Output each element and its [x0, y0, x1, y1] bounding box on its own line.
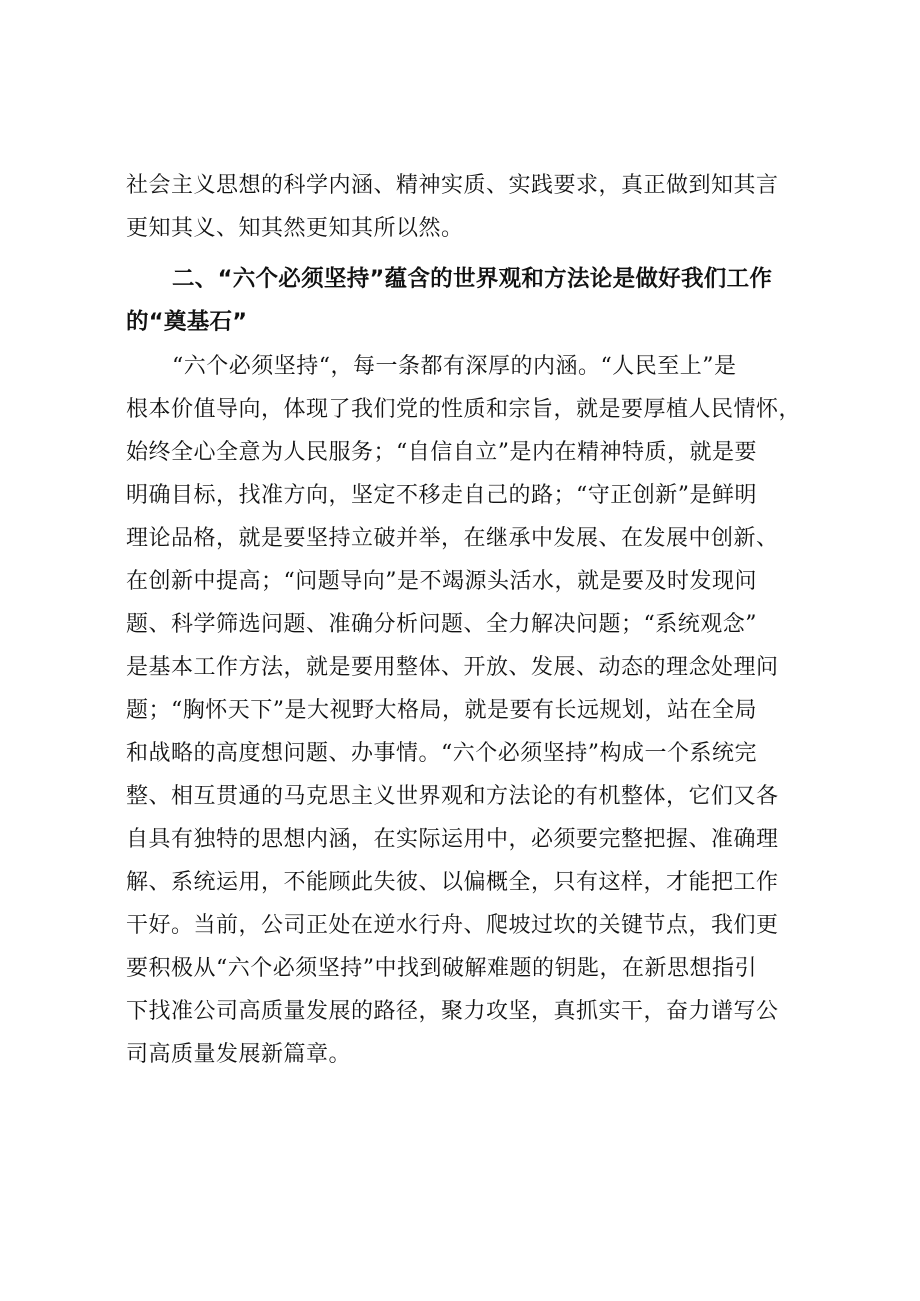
body-line: 要积极从“六个必须坚持”中找到破解难题的钥匙，在新思想指引: [126, 956, 757, 981]
body-line: 理论品格，就是要坚持立破并举，在继承中发展、在发展中创新、: [126, 526, 779, 551]
body-line: “六个必须坚持“，每一条都有深厚的内涵。“人民至上”是: [172, 354, 737, 379]
paragraph-continuation-line-2: 更知其义、知其然更知其所以然。: [126, 216, 464, 241]
body-line: 是基本工作方法，就是要用整体、开放、发展、动态的理念处理问: [126, 655, 779, 680]
body-line: 始终全心全意为人民服务；“自信自立”是内在精神特质，就是要: [126, 440, 757, 465]
body-line: 解、系统运用，不能顾此失彼、以偏概全，只有这样，才能把工作: [126, 870, 779, 895]
body-line: 整、相互贯通的马克思主义世界观和方法论的有机整体，它们又各: [126, 784, 779, 809]
body-line: 下找准公司高质量发展的路径，聚力攻坚，真抓实干，奋力谱写公: [126, 999, 779, 1024]
body-line: 题；“胸怀天下”是大视野大格局，就是要有长远规划，站在全局: [126, 698, 757, 723]
body-line: 自具有独特的思想内涵，在实际运用中，必须要完整把握、准确理: [126, 827, 779, 852]
body-line: 干好。当前，公司正处在逆水行舟、爬坡过坎的关键节点，我们更: [126, 913, 779, 938]
body-line: 在创新中提高；“问题导向”是不竭源头活水，就是要及时发现问: [126, 569, 757, 594]
body-line: 根本价值导向，体现了我们党的性质和宗旨，就是要厚植人民情怀，: [126, 397, 802, 422]
paragraph-continuation-line-1: 社会主义思想的科学内涵、精神实质、实践要求，真正做到知其言: [126, 173, 779, 198]
body-line: 题、科学筛选问题、准确分析问题、全力解决问题；“系统观念”: [126, 612, 757, 637]
body-line: 明确目标，找准方向，坚定不移走自己的路；“守正创新”是鲜明: [126, 483, 757, 508]
body-line: 和战略的高度想问题、办事情。“六个必须坚持”构成一个系统完: [126, 741, 757, 766]
section-heading-line-1: 二、“六个必须坚持”蕴含的世界观和方法论是做好我们工作: [172, 266, 773, 292]
section-heading-line-2: 的“奠基石”: [126, 309, 248, 335]
body-line: 司高质量发展新篇章。: [126, 1042, 352, 1067]
